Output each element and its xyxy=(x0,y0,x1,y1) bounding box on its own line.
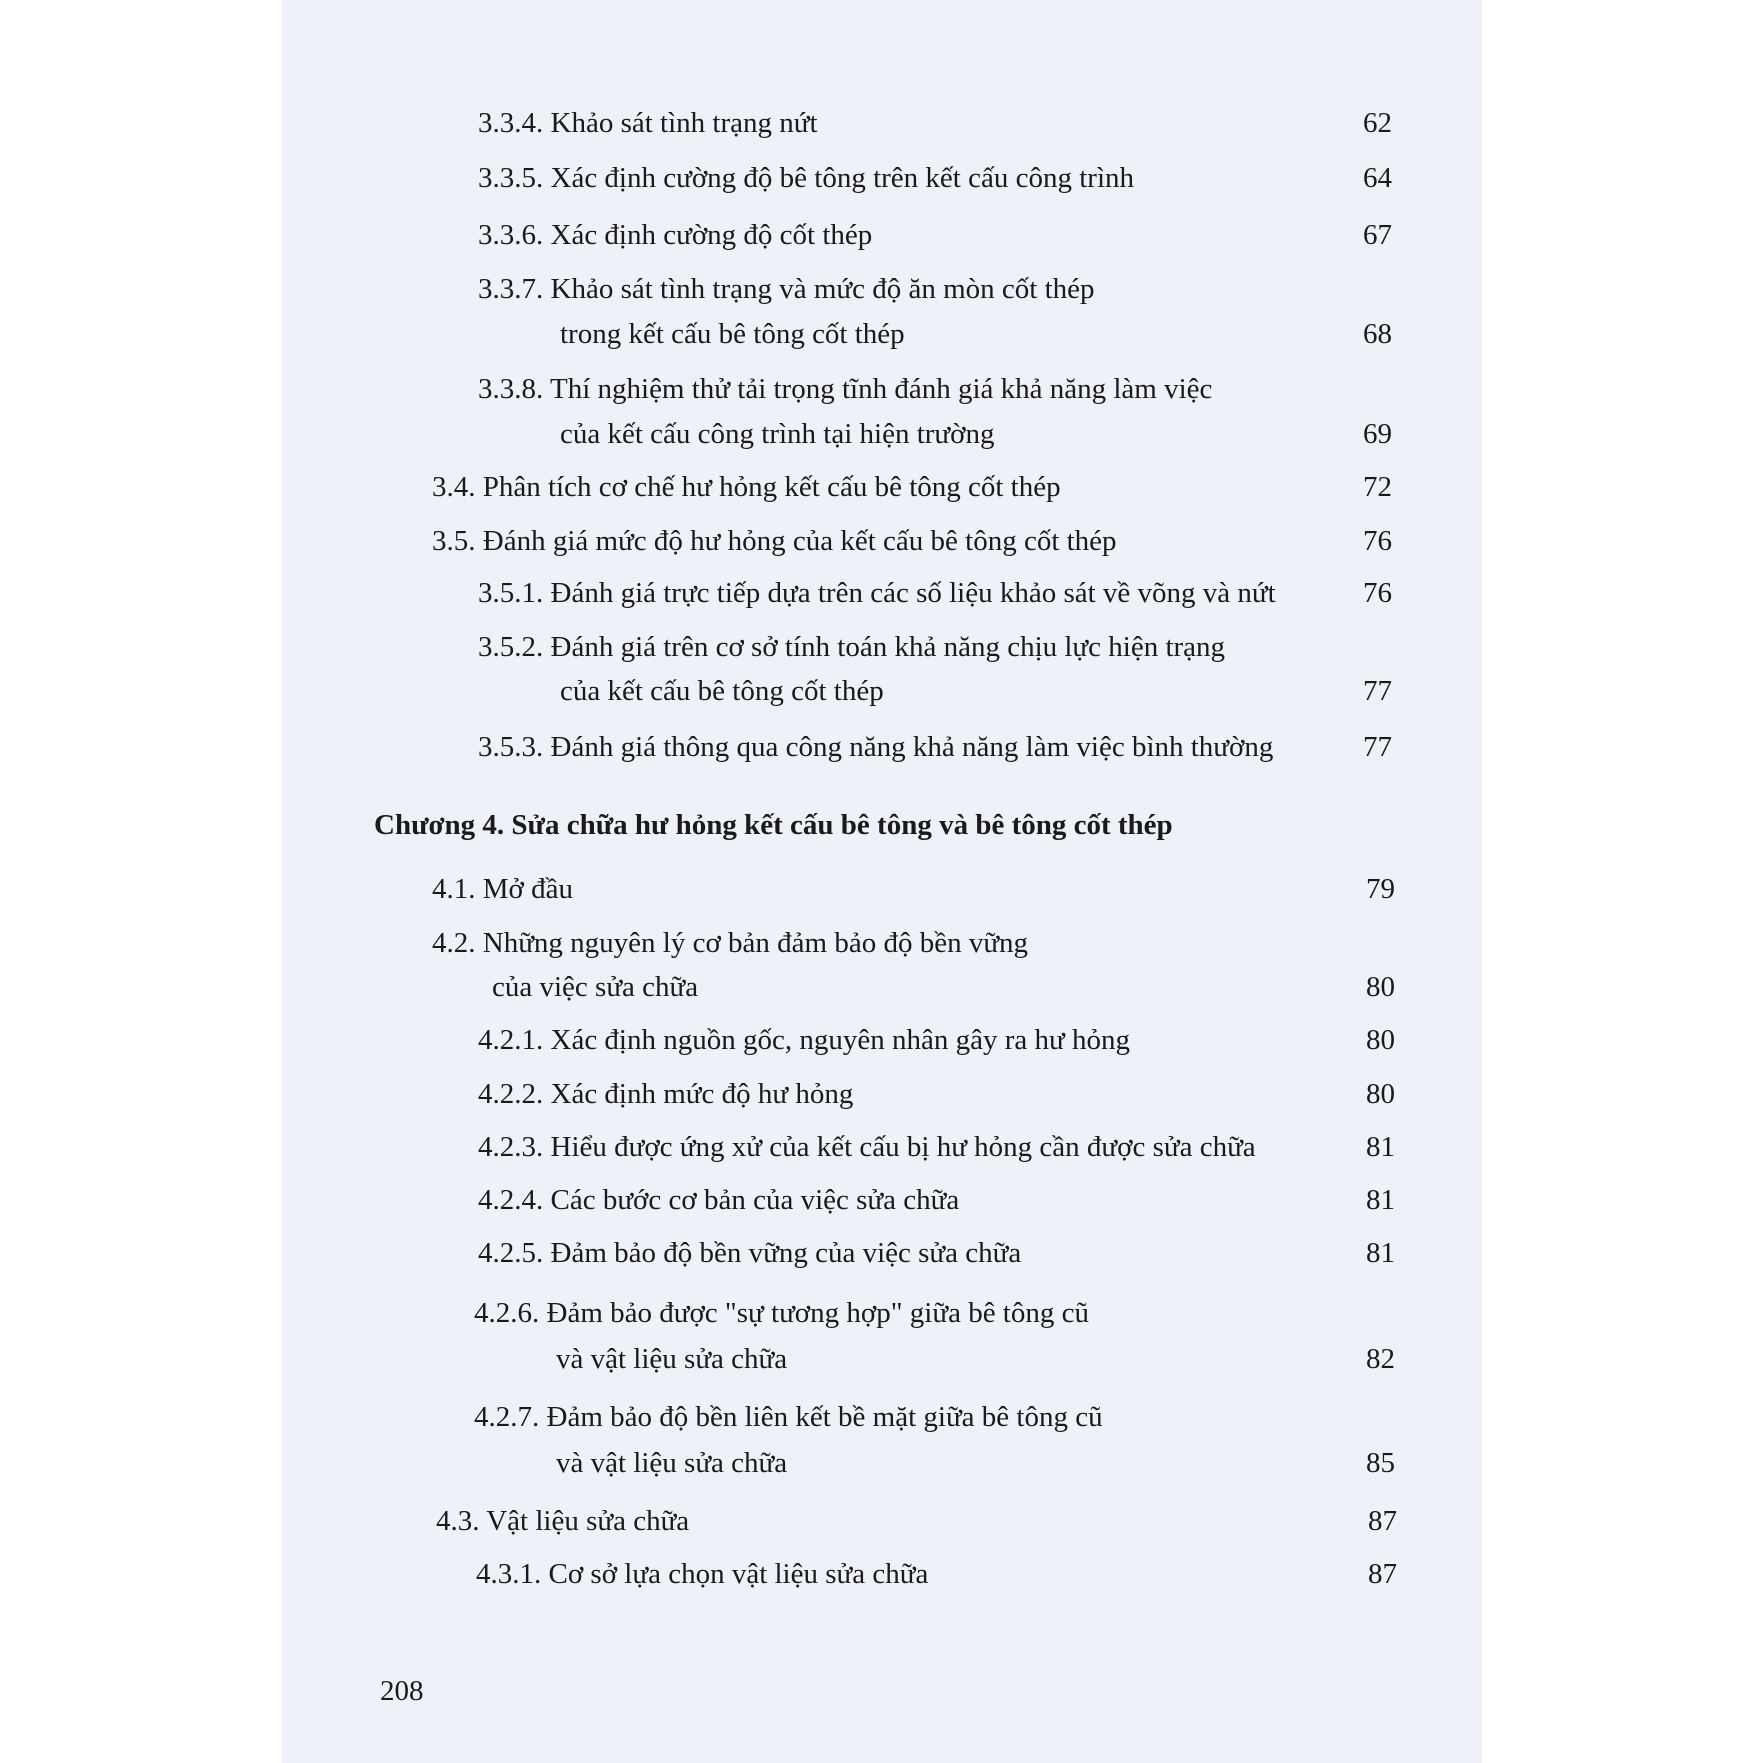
toc-entry-title: Mở đầu xyxy=(482,873,573,905)
toc-entry-continuation: trong kết cấu bê tông cốt thép xyxy=(560,318,905,350)
toc-entry-title: Đảm bảo độ bền liên kết bề mặt giữa bê tông cũ xyxy=(546,1401,1103,1433)
toc-entry-title: Đảm bảo độ bền vững của việc sửa chữa xyxy=(550,1237,1022,1269)
toc-entry xyxy=(478,1236,1021,1270)
toc-entry-page: 64 xyxy=(1363,162,1392,194)
toc-entry-page: 85 xyxy=(1366,1447,1395,1479)
toc-entry xyxy=(478,161,1134,195)
toc-entry-page: 80 xyxy=(1366,1078,1395,1110)
toc-entry xyxy=(474,1400,1103,1434)
toc-entry-number: 3.5. xyxy=(432,525,476,557)
toc-entry xyxy=(478,372,1212,406)
toc-entry-title: Khảo sát tình trạng nứt xyxy=(550,107,818,139)
toc-entry-number: 3.5.3. xyxy=(478,731,544,763)
toc-entry xyxy=(432,872,573,906)
toc-entry xyxy=(478,1077,853,1111)
toc-entry xyxy=(478,630,1225,664)
toc-entry-page: 67 xyxy=(1363,219,1392,251)
toc-entry xyxy=(432,470,1061,504)
toc-entry xyxy=(476,1557,928,1591)
toc-entry-page: 81 xyxy=(1366,1237,1395,1269)
toc-entry-title: Xác định cường độ bê tông trên kết cấu công trình xyxy=(550,162,1134,194)
toc-entry-number: 4.2.3. xyxy=(478,1131,544,1163)
toc-entry-page: 68 xyxy=(1363,318,1392,350)
toc-entry xyxy=(432,926,1028,960)
toc-entry xyxy=(432,524,1117,558)
toc-entry xyxy=(478,106,818,140)
toc-entry-page: 76 xyxy=(1363,577,1392,609)
toc-entry-continuation: và vật liệu sửa chữa xyxy=(556,1343,788,1375)
toc-entry-number: 3.5.1. xyxy=(478,577,544,609)
toc-entry-page: 87 xyxy=(1368,1505,1397,1537)
toc-entry-page: 80 xyxy=(1366,971,1395,1003)
toc-entry-title: Xác định nguồn gốc, nguyên nhân gây ra hư hỏng xyxy=(550,1024,1130,1056)
toc-entry-title: Thí nghiệm thử tải trọng tĩnh đánh giá khả năng làm việc xyxy=(549,373,1213,405)
toc-entry-title: Đánh giá thông qua công năng khả năng làm việc bình thường xyxy=(550,731,1274,763)
toc-entry xyxy=(478,218,872,252)
toc-entry-page: 76 xyxy=(1363,525,1392,557)
toc-entry-number: 4.2.1. xyxy=(478,1024,544,1056)
chapter-heading: Chương 4. Sửa chữa hư hỏng kết cấu bê tông và bê tông cốt thép xyxy=(374,809,1173,841)
toc-entry-number: 3.4. xyxy=(432,471,476,503)
toc-entry-title: Vật liệu sửa chữa xyxy=(486,1505,690,1537)
toc-entry-number: 4.2.4. xyxy=(478,1184,544,1216)
toc-entry-title: Phân tích cơ chế hư hỏng kết cấu bê tông cốt thép xyxy=(482,471,1061,503)
toc-entry-page: 80 xyxy=(1366,1024,1395,1056)
toc-entry-number: 4.2.7. xyxy=(474,1401,540,1433)
toc-entry-title: Xác định cường độ cốt thép xyxy=(550,219,873,251)
toc-entry-page: 62 xyxy=(1363,107,1392,139)
toc-entry-number: 4.3. xyxy=(436,1505,480,1537)
toc-entry-number: 4.2. xyxy=(432,927,476,959)
book-page xyxy=(282,0,1482,1763)
toc-entry-continuation: của kết cấu bê tông cốt thép xyxy=(560,675,884,707)
toc-entry-title: Hiểu được ứng xử của kết cấu bị hư hỏng cần được sửa chữa xyxy=(550,1131,1256,1163)
toc-entry-title: Những nguyên lý cơ bản đảm bảo độ bền vững xyxy=(482,927,1029,959)
toc-entry-title: Đảm bảo được "sự tương hợp" giữa bê tông cũ xyxy=(546,1297,1089,1329)
toc-entry-title: Khảo sát tình trạng và mức độ ăn mòn cốt thép xyxy=(550,273,1095,305)
toc-entry-title: Các bước cơ bản của việc sửa chữa xyxy=(550,1184,960,1216)
toc-entry-number: 3.3.8. xyxy=(478,373,544,405)
toc-entry-number: 3.5.2. xyxy=(478,631,544,663)
toc-entry xyxy=(474,1296,1089,1330)
toc-entry-page: 81 xyxy=(1366,1131,1395,1163)
toc-entry-title: Đánh giá trên cơ sở tính toán khả năng chịu lực hiện trạng xyxy=(550,631,1226,663)
toc-entry-page: 81 xyxy=(1366,1184,1395,1216)
toc-entry-continuation: của việc sửa chữa xyxy=(492,971,699,1003)
toc-entry-continuation: và vật liệu sửa chữa xyxy=(556,1447,788,1479)
toc-entry-title: Xác định mức độ hư hỏng xyxy=(550,1078,854,1110)
toc-entry-number: 3.3.7. xyxy=(478,273,544,305)
toc-entry-number: 4.1. xyxy=(432,873,476,905)
toc-entry xyxy=(478,1023,1130,1057)
toc-entry-number: 4.3.1. xyxy=(476,1558,542,1590)
toc-entry-page: 87 xyxy=(1368,1558,1397,1590)
toc-entry-page: 69 xyxy=(1363,418,1392,450)
toc-entry-page: 82 xyxy=(1366,1343,1395,1375)
toc-entry-page: 77 xyxy=(1363,731,1392,763)
toc-entry xyxy=(478,1183,959,1217)
toc-entry-page: 72 xyxy=(1363,471,1392,503)
toc-entry xyxy=(478,272,1095,306)
toc-entry-page: 77 xyxy=(1363,675,1392,707)
toc-entry-title: Đánh giá trực tiếp dựa trên các số liệu khảo sát về võng và nứt xyxy=(550,577,1276,609)
toc-entry xyxy=(478,1130,1256,1164)
toc-entry-number: 4.2.5. xyxy=(478,1237,544,1269)
toc-entry-number: 3.3.6. xyxy=(478,219,544,251)
toc-entry-page: 79 xyxy=(1366,873,1395,905)
page-number: 208 xyxy=(380,1675,424,1707)
toc-entry xyxy=(478,576,1276,610)
toc-entry xyxy=(478,730,1273,764)
toc-entry xyxy=(436,1504,689,1538)
toc-entry-number: 3.3.4. xyxy=(478,107,544,139)
toc-entry-number: 4.2.6. xyxy=(474,1297,540,1329)
toc-entry-title: Đánh giá mức độ hư hỏng của kết cấu bê tông cốt thép xyxy=(482,525,1117,557)
toc-entry-continuation: của kết cấu công trình tại hiện trường xyxy=(560,418,995,450)
toc-entry-number: 3.3.5. xyxy=(478,162,544,194)
toc-entry-number: 4.2.2. xyxy=(478,1078,544,1110)
toc-entry-title: Cơ sở lựa chọn vật liệu sửa chữa xyxy=(548,1558,929,1590)
